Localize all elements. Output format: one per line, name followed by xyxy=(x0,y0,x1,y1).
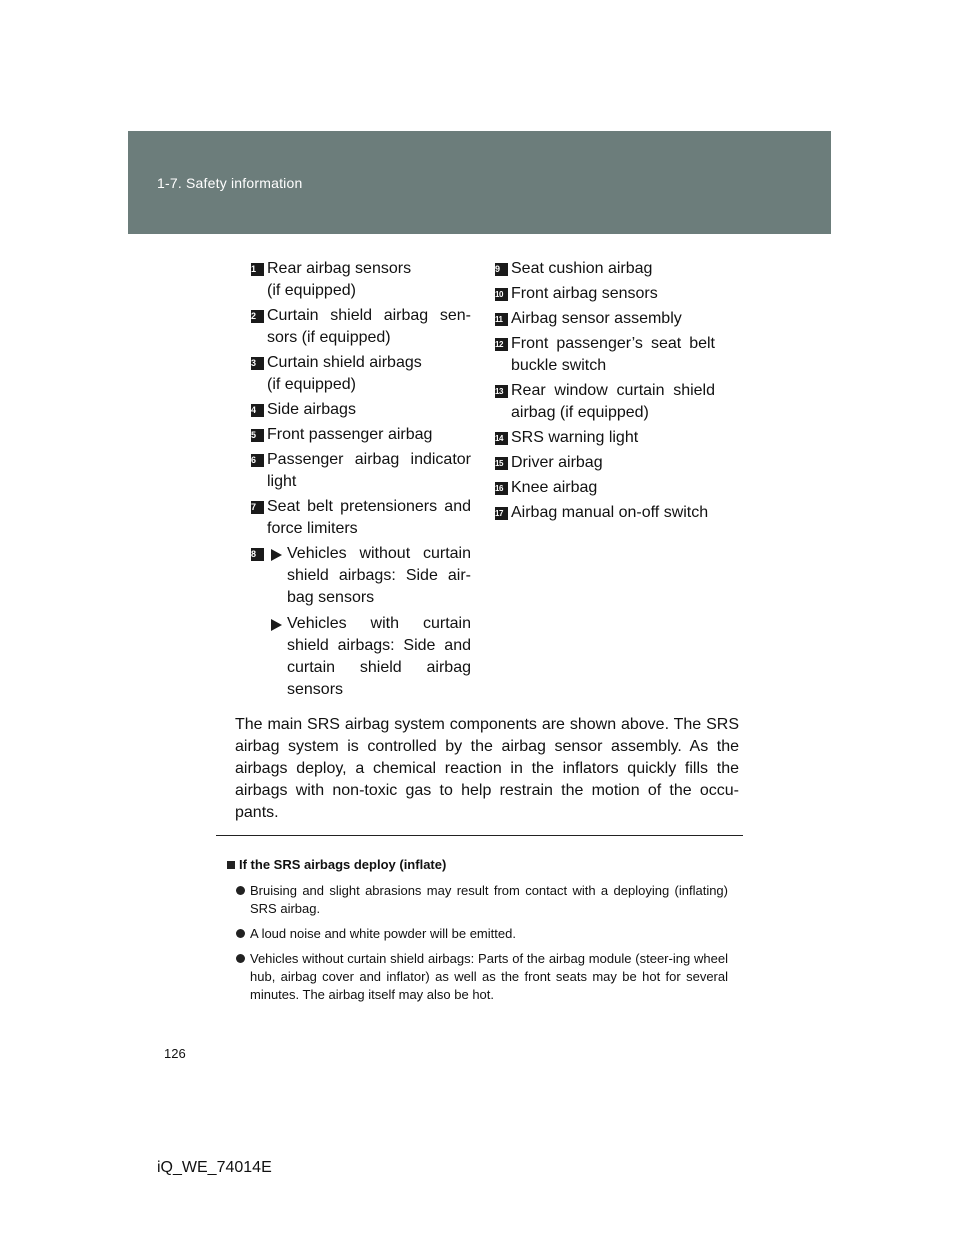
legend-item xyxy=(495,258,715,280)
number-badge: 7 xyxy=(251,501,264,514)
sub-item xyxy=(267,613,471,701)
bullet-text: A loud noise and white powder will be emitted. xyxy=(250,926,516,941)
legend-item-text: Knee airbag xyxy=(511,479,598,496)
legend-item xyxy=(251,258,471,302)
legend-item xyxy=(495,380,715,424)
note-bullets xyxy=(236,882,728,1011)
legend-item xyxy=(495,308,715,330)
number-badge: 6 xyxy=(251,454,264,467)
legend-item-text: Airbag sensor assembly xyxy=(511,310,682,327)
legend-item xyxy=(495,427,715,449)
legend-item xyxy=(495,502,715,524)
list-item xyxy=(236,925,728,943)
number-badge: 10 xyxy=(495,288,508,301)
legend-item xyxy=(495,283,715,305)
legend-item-text: Driver airbag xyxy=(511,454,603,471)
divider xyxy=(216,835,743,836)
legend-item xyxy=(495,477,715,499)
legend-item-text: Airbag manual on-off switch xyxy=(511,504,709,521)
note-heading-text: If the SRS airbags deploy (inflate) xyxy=(239,857,447,872)
legend-item xyxy=(251,352,471,396)
legend-item-text: Curtain shield airbag sen-sors (if equipped) xyxy=(267,307,471,346)
legend-item-text: Front airbag sensors xyxy=(511,285,658,302)
square-bullet-icon xyxy=(227,861,235,869)
main-paragraph: The main SRS airbag system components are shown above. The SRS airbag system is controlled by the airbag sensor assembly. As the airbags deploy, a chemical reaction in the inflators quickly fills the airbags with non-toxic gas to help restrain the motion of the occu-pants. xyxy=(235,716,739,821)
number-badge: 8 xyxy=(251,548,264,561)
legend-item xyxy=(251,449,471,493)
legend-item-text: Rear window curtain shield airbag (if equipped) xyxy=(511,382,715,421)
note-heading xyxy=(227,857,446,872)
number-badge: 11 xyxy=(495,313,508,326)
legend-item-text: Seat belt pretensioners and force limiters xyxy=(267,498,471,537)
legend-left-column xyxy=(251,258,471,705)
number-badge: 4 xyxy=(251,404,264,417)
legend-item-text: SRS warning light xyxy=(511,429,639,446)
number-badge: 13 xyxy=(495,385,508,398)
number-badge: 12 xyxy=(495,338,508,351)
list-item xyxy=(236,950,728,1004)
circle-bullet-icon xyxy=(236,886,245,895)
legend-item xyxy=(251,424,471,446)
triangle-bullet-icon xyxy=(271,549,282,561)
legend-item xyxy=(251,305,471,349)
legend-item-text: Curtain shield airbags (if equipped) xyxy=(267,354,422,393)
sub-item xyxy=(267,543,471,609)
bullet-text: Bruising and slight abrasions may result from contact with a deploying (inflating) SRS airbag. xyxy=(250,883,728,916)
number-badge: 1 xyxy=(251,263,264,276)
legend-item xyxy=(251,399,471,421)
legend-item xyxy=(251,496,471,540)
number-badge: 3 xyxy=(251,357,264,370)
document-code: iQ_WE_74014E xyxy=(157,1159,272,1176)
legend-item-text: Passenger airbag indicator light xyxy=(267,451,471,490)
legend-right-column xyxy=(495,258,715,527)
sub-item-text: Vehicles without curtain shield airbags: Side air-bag sensors xyxy=(287,545,471,606)
legend-item-text: Rear airbag sensors (if equipped) xyxy=(267,260,412,299)
number-badge: 17 xyxy=(495,507,508,520)
number-badge: 9 xyxy=(495,263,508,276)
triangle-bullet-icon xyxy=(271,619,282,631)
number-badge: 15 xyxy=(495,457,508,470)
legend-item-8 xyxy=(251,543,471,701)
page-number: 126 xyxy=(164,1046,186,1061)
legend-item-text: Side airbags xyxy=(267,401,356,418)
section-title: 1-7. Safety information xyxy=(157,175,303,191)
list-item xyxy=(236,882,728,918)
number-badge: 16 xyxy=(495,482,508,495)
circle-bullet-icon xyxy=(236,954,245,963)
number-badge: 14 xyxy=(495,432,508,445)
number-badge: 5 xyxy=(251,429,264,442)
legend-item-text: Seat cushion airbag xyxy=(511,260,653,277)
bullet-text: Vehicles without curtain shield airbags: Parts of the airbag module (steer-ing wheel hub, airbag cover and inflator) as well as the front seats may be hot for several minutes. The airbag itself may also be hot. xyxy=(250,951,728,1002)
legend-item-text: Front passenger’s seat belt buckle switch xyxy=(511,335,715,374)
legend-item xyxy=(495,333,715,377)
legend-item-text: Front passenger airbag xyxy=(267,426,433,443)
number-badge: 2 xyxy=(251,310,264,323)
circle-bullet-icon xyxy=(236,929,245,938)
sub-item-text: Vehicles with curtain shield airbags: Side and curtain shield airbag sensors xyxy=(287,615,471,698)
legend-item xyxy=(495,452,715,474)
